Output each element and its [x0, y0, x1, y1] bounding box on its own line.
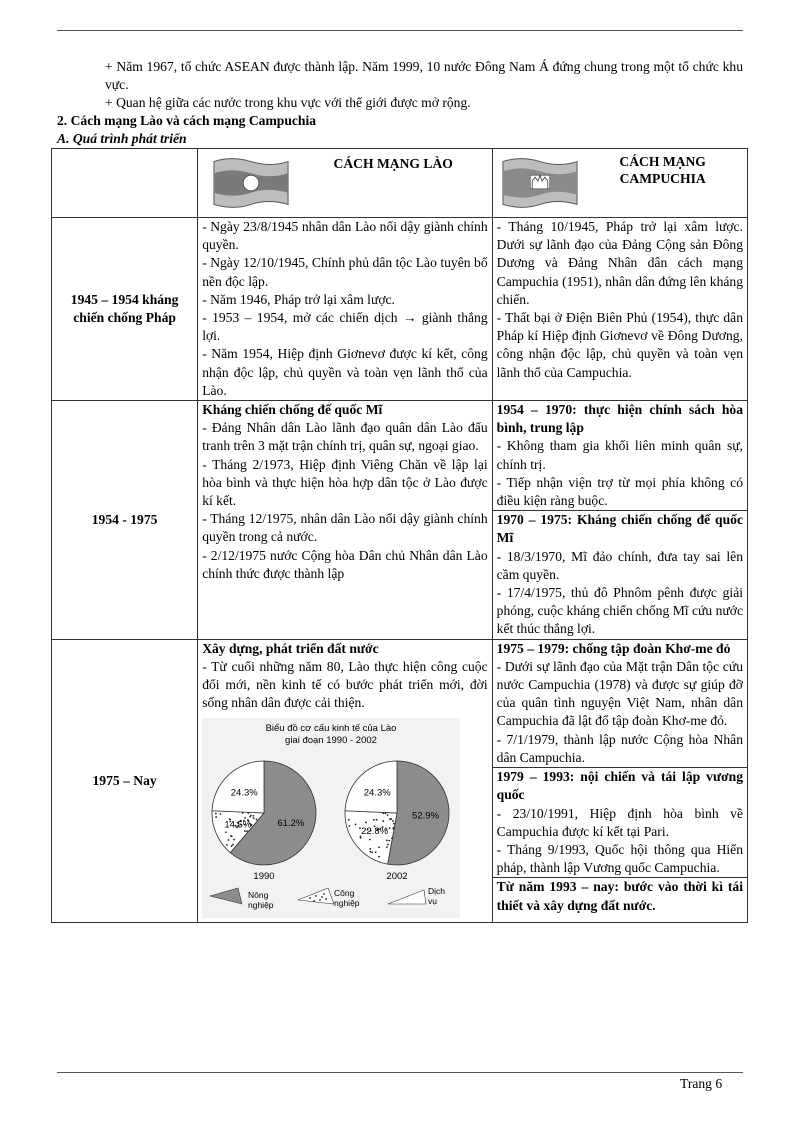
industry-dot	[233, 839, 235, 841]
intro-line-1: + Năm 1967, tổ chức ASEAN được thành lập. Năm 1999, 10 nước Đông Nam Á đứng chung trong một tổ chức khu vực.	[105, 59, 743, 92]
intro-line-2: + Quan hệ giữa các nước trong khu vực với thế giới được mở rộng.	[105, 95, 471, 110]
pie-label-2002: 2002	[386, 871, 408, 883]
industry-dot	[228, 840, 230, 842]
cambodia-1975-1979: 1975 – 1979: chống tập đoàn Khơ-me đỏ - Dưới sự lãnh đạo của Mặt trận Dân tộc cứu nước Campuchia (1978) và được sự giúp đỡ của quân tình nguyện Việt Nam, nhân dân Campuchia đã lật đổ tập đoàn Khơ-me đỏ. - 7/1/1979, thành lập nước Cộng hòa Nhân dân Campuchia.	[493, 640, 747, 768]
industry-dot	[370, 851, 372, 853]
cambodia-1954-1970: 1954 – 1970: thực hiện chính sách hòa bình, trung lập - Không tham gia khối liên minh quân sự, chính trị. - Tiếp nhận viện trợ từ mọi phía không có điều kiện ràng buộc.	[493, 401, 747, 511]
industry-dot	[360, 837, 362, 839]
industry-dot	[256, 819, 258, 821]
industry-dot	[387, 815, 389, 817]
pie-slice-2002-ind	[345, 811, 397, 864]
legend-swatch-agri	[210, 888, 242, 904]
legend-svc-1: Dịch	[428, 886, 446, 897]
legend-svc-2: vụ	[428, 896, 438, 907]
industry-dot	[231, 836, 233, 838]
legend-ind-2: nghiệp	[334, 898, 360, 909]
pie-1990	[212, 761, 316, 865]
cambodia-1945-1954: - Tháng 10/1945, Pháp trở lại xâm lược. Dưới sự lãnh đạo của Đảng Cộng sản Đông Dương và Đảng Nhân dân cách mạng Campuchia (1951), nhân dân đứng lên kháng chiến. - Thất bại ở Điện Biên Phủ (1954), thực dân Pháp kí Hiệp định Giơnevơ về Đông Dương, công nhận độc lập, chủ quyền và toàn vẹn lãnh thổ của Campuchia.	[492, 218, 747, 401]
laos-economy-chart	[202, 718, 460, 918]
industry-dot	[253, 815, 255, 817]
revolution-table	[51, 148, 748, 923]
pie-value-2002-agri: 52.9%	[412, 811, 440, 823]
legend-swatch-svc	[388, 890, 426, 904]
industry-dot	[389, 828, 391, 830]
industry-dot	[386, 840, 388, 842]
header-laos-title: CÁCH MẠNG LÀO	[333, 156, 453, 171]
industry-dot	[392, 820, 394, 822]
laos-1954-1975: Kháng chiến chống đế quốc Mĩ - Đảng Nhân dân Lào lãnh đạo quân dân Lào đấu tranh trên 3 mặt trận chính trị, quân sự, ngoại giao. - Tháng 2/1973, Hiệp định Viêng Chăn về lập lại hòa bình và thực hiện hòa hợp dân tộc ở Lào được kí kết. - Tháng 12/1975, nhân dân Lào nổi dậy giành chính quyền trong cả nước. - 2/12/1975 nước Cộng hòa Dân chủ Nhân dân Lào chính thức được thành lập	[198, 401, 492, 640]
header-empty-cell	[52, 149, 198, 218]
legend-ind-1: Công	[334, 888, 355, 899]
industry-dot	[348, 819, 350, 821]
legend-dot	[325, 899, 327, 901]
industry-dot	[246, 831, 248, 833]
industry-dot	[225, 832, 227, 834]
industry-dot	[371, 852, 373, 854]
industry-dot	[375, 852, 377, 854]
industry-dot	[226, 844, 228, 846]
industry-dot	[369, 839, 371, 841]
industry-dot	[389, 840, 391, 842]
industry-dot	[231, 846, 233, 848]
cambodia-1979-1993: 1979 – 1993: nội chiến và tái lập vương quốc - 23/10/1991, Hiệp định hòa bình về Campuchia được kí kết tại Pari. - Tháng 9/1993, Quốc hội thông qua Hiến pháp, thành lập Vương quốc Campuchia.	[493, 768, 747, 878]
header-laos	[198, 149, 492, 218]
pie-chart-svg	[202, 718, 460, 918]
pie-value-2002-ind: 22.8%	[361, 826, 389, 838]
cambodia-1993-now: Từ năm 1993 – nay: bước vào thời kì tái thiết và xây dựng đất nước.	[496, 879, 743, 913]
industry-dot	[365, 822, 367, 824]
legend-dot	[309, 898, 311, 900]
subsection-title: A. Quá trình phát triển	[57, 131, 187, 146]
header-cambodia-title: CÁCH MẠNG CAMPUCHIA	[619, 154, 706, 186]
industry-dot	[253, 818, 255, 820]
legend-agri-1: Nông	[248, 890, 269, 901]
industry-dot	[376, 819, 378, 821]
industry-dot	[378, 847, 380, 849]
period-1975-now: 1975 – Nay	[52, 639, 198, 923]
legend-agri-2: nghiệp	[248, 900, 274, 911]
period-1945-1954: 1945 – 1954 kháng chiến chống Pháp	[52, 218, 198, 401]
cambodia-1954-1975	[492, 401, 747, 640]
industry-dot	[378, 856, 380, 858]
pie-value-1990-ind: 14.5%	[224, 819, 252, 831]
industry-dot	[391, 838, 393, 840]
industry-dot	[215, 813, 217, 815]
section-title: 2. Cách mạng Lào và cách mạng Campuchia	[57, 113, 317, 128]
cambodia-1975-now	[492, 639, 747, 923]
industry-dot	[232, 844, 234, 846]
laos-flag-icon	[212, 155, 290, 211]
header-cambodia	[492, 149, 747, 218]
legend-dot	[319, 900, 321, 902]
laos-1945-1954: - Ngày 23/8/1945 nhân dân Lào nổi dậy giành chính quyền. - Ngày 12/10/1945, Chính phủ dân tộc Lào tuyên bố nền độc lập. - Năm 1946, Pháp trở lại xâm lược. - 1953 – 1954, mở các chiến dịch → giành thắng lợi. - Năm 1954, Hiệp định Giơnevơ được kí kết, công nhận độc lập, chủ quyền và toàn vẹn lãnh thổ của Lào.	[198, 218, 492, 401]
laos-1975-now: Xây dựng, phát triển đất nước - Từ cuối những năm 80, Lào thực hiện công cuộc đổi mới, nền kinh tế có bước phát triển mới, đời sống nhân dân được cải thiện. Biểu đồ cơ cấu kinh tế của Lào giai đoạn 1990 - 2002 61.2% 14.5% 24.3% 52.9% 22.8% 24.3% 1990 2002 Nông nghiệp Công nghiệp Dịch vụ	[198, 639, 492, 923]
industry-dot	[383, 821, 385, 823]
industry-dot	[391, 818, 393, 820]
pie-value-1990-agri: 61.2%	[277, 818, 305, 830]
industry-dot	[370, 848, 372, 850]
industry-dot	[393, 823, 395, 825]
pie-label-1990: 1990	[253, 871, 275, 883]
bottom-rule	[57, 1072, 743, 1073]
period-1954-1975: 1954 - 1975	[52, 401, 198, 640]
cambodia-1970-1975: 1970 – 1975: Kháng chiến chống đế quốc Mĩ - 18/3/1970, Mĩ đảo chính, đưa tay sai lên cầm quyền. - 17/4/1975, thủ đô Phnôm pênh được giải phóng, cuộc kháng chiến chống Mĩ cứu nước kết thúc thắng lợi.	[496, 512, 743, 637]
chart-title-line-1: Biểu đồ cơ cấu kinh tế của Lào	[265, 723, 397, 735]
industry-dot	[220, 814, 222, 816]
chart-title-line-2: giai đoạn 1990 - 2002	[285, 735, 378, 747]
industry-dot	[215, 817, 217, 819]
pie-2002	[345, 761, 449, 865]
industry-dot	[386, 847, 388, 849]
cambodia-flag-icon	[501, 155, 579, 211]
legend-dot	[313, 901, 315, 903]
legend-dot	[315, 896, 317, 898]
top-rule	[57, 30, 743, 31]
industry-dot	[250, 815, 252, 817]
pie-value-2002-svc: 24.3%	[363, 787, 391, 799]
industry-dot	[393, 828, 395, 830]
legend-dot	[323, 894, 325, 896]
industry-dot	[387, 844, 389, 846]
pie-value-1990-svc: 24.3%	[230, 787, 258, 799]
legend-dot	[321, 897, 323, 899]
industry-dot	[355, 824, 357, 826]
page-number: Trang 6	[680, 1076, 723, 1091]
industry-dot	[373, 819, 375, 821]
industry-dot	[349, 826, 351, 828]
